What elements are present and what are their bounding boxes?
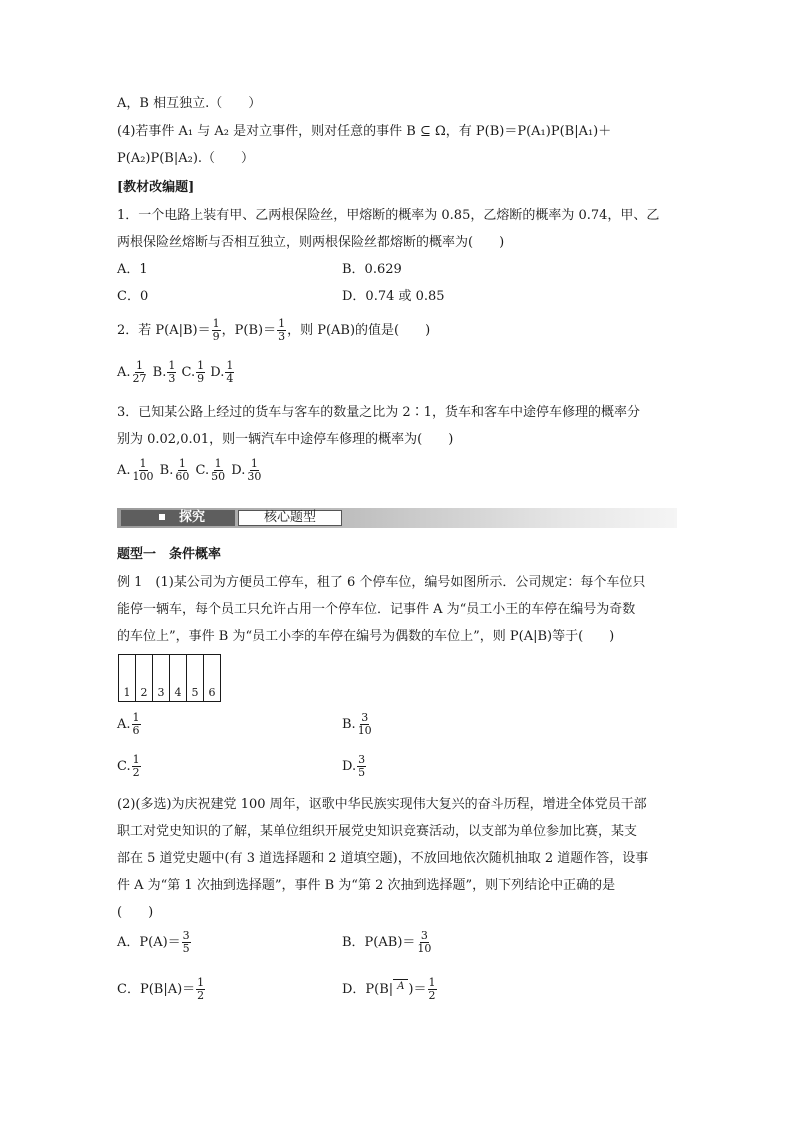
q2-options	[117, 360, 235, 386]
q2-fraction-1: $\frac{1}{9}$	[212, 317, 220, 343]
q3-option-c: C. $\frac{1}{50}$	[195, 457, 226, 483]
q2-fraction-2: $\frac{1}{3}$	[278, 317, 286, 343]
ex1-2-option-b: B．P(AB)＝ $\frac{3}{10}$	[342, 929, 432, 955]
ex1-2-line2: 职工对党史知识的了解，某单位组织开展党史知识竞赛活动，以支部为单位参加比赛，某支	[117, 824, 638, 839]
square-bullet-icon	[159, 514, 165, 520]
q3-options	[117, 458, 263, 484]
ex1-2-line5: ( )	[117, 905, 154, 920]
q3-option-b: B. $\frac{1}{60}$	[159, 457, 190, 483]
q1-line1: 1．一个电路上装有甲、乙两根保险丝，甲熔断的概率为 0.85，乙熔断的概率为 0.74，甲、乙	[117, 208, 660, 223]
parking-slot: 2	[136, 655, 153, 702]
ex1-2-option-c: C．P(B|A)＝ $\frac{1}{2}$	[117, 976, 205, 1002]
parking-slot: 3	[153, 655, 170, 702]
q2-prefix: 2．若 P(A|B)＝	[117, 323, 211, 338]
banner-tag-explore: 探究	[121, 510, 235, 526]
q3-option-a: A. $\frac{1}{100}$	[117, 457, 154, 483]
q1-option-b: B．0.629	[342, 262, 402, 277]
ex1-2-line1: (2)(多选)为庆祝建党 100 周年，讴歌中华民族实现伟大复兴的奋斗历程，增进全体党员干部	[117, 797, 647, 812]
parking-slot: 1	[119, 655, 136, 702]
parking-slot: 4	[170, 655, 187, 702]
parking-slot: 6	[204, 655, 221, 702]
q1-option-c: C．0	[117, 289, 149, 304]
continuation-line: A，B 相互独立.（ ）	[117, 96, 262, 111]
ex1-2-option-a: A．P(A)＝ $\frac{3}{5}$	[117, 929, 190, 955]
parking-slot: 5	[187, 655, 204, 702]
q2-option-a: A. $\frac{1}{27}$	[117, 359, 147, 385]
ex1-2-line4: 件 A 为“第 1 次抽到选择题”，事件 B 为“第 2 次抽到选择题”，则下列结论中正确的是	[117, 878, 616, 893]
q2-option-c: C. $\frac{1}{9}$	[181, 359, 205, 385]
ex1-line3: 的车位上”，事件 B 为“员工小李的车停在编号为偶数的车位上”，则 P(A|B)等于( )	[117, 629, 615, 644]
q2-stem	[117, 318, 430, 344]
q2-option-d: D. $\frac{1}{4}$	[210, 359, 234, 385]
q2-suffix: ，则 P(AB)的值是( )	[287, 323, 431, 338]
q2-option-b: B. $\frac{1}{3}$	[152, 359, 176, 385]
q1-line2: 两根保险丝熔断与否相互独立，则两根保险丝都熔断的概率为( )	[117, 235, 505, 250]
complement-a: A	[393, 979, 408, 994]
q1-option-d: D．0.74 或 0.85	[342, 289, 445, 304]
ex1-option-d: D. $\frac{3}{5}$	[342, 753, 366, 779]
q3-line1: 3．已知某公路上经过的货车与客车的数量之比为 2∶1，货车和客车中途停车修理的概率分	[117, 405, 640, 420]
ex1-2-option-d: D．P(B| A )＝ $\frac{1}{2}$	[342, 976, 436, 1002]
q2-mid: ，P(B)＝	[221, 323, 277, 338]
type1-heading: 题型一 条件概率	[117, 547, 222, 562]
item4-line2: P(A₂)P(B|A₂).（ ）	[117, 151, 255, 166]
item4-line1: (4)若事件 A₁ 与 A₂ 是对立事件，则对任意的事件 B ⊆ Ω，有 P(B)＝P(A₁)P(B|A₁)＋	[117, 124, 612, 139]
q3-line2: 别为 0.02,0.01，则一辆汽车中途停车修理的概率为( )	[117, 432, 454, 447]
banner-tag-core-types: 核心题型	[238, 510, 342, 526]
ex1-option-c: C. $\frac{1}{2}$	[117, 753, 140, 779]
q1-option-a: A．1	[117, 262, 148, 277]
parking-slots-figure	[118, 654, 221, 702]
ex1-line2: 能停一辆车，每个员工只允许占用一个停车位．记事件 A 为“员工小王的车停在编号为奇数	[117, 602, 636, 617]
ex1-line1: 例 1 (1)某公司为方便员工停车，租了 6 个停车位，编号如图所示．公司规定：每个车位只	[117, 575, 646, 590]
q3-option-d: D. $\frac{1}{30}$	[231, 457, 262, 483]
section-textbook-heading: [教材改编题]	[117, 180, 195, 195]
ex1-option-b: B. $\frac{3}{10}$	[342, 711, 372, 737]
ex1-option-a: A. $\frac{1}{6}$	[117, 711, 140, 737]
ex1-2-line3: 部在 5 道党史题中(有 3 道选择题和 2 道填空题)，不放回地依次随机抽取 2 道题作答，设事	[117, 851, 649, 866]
